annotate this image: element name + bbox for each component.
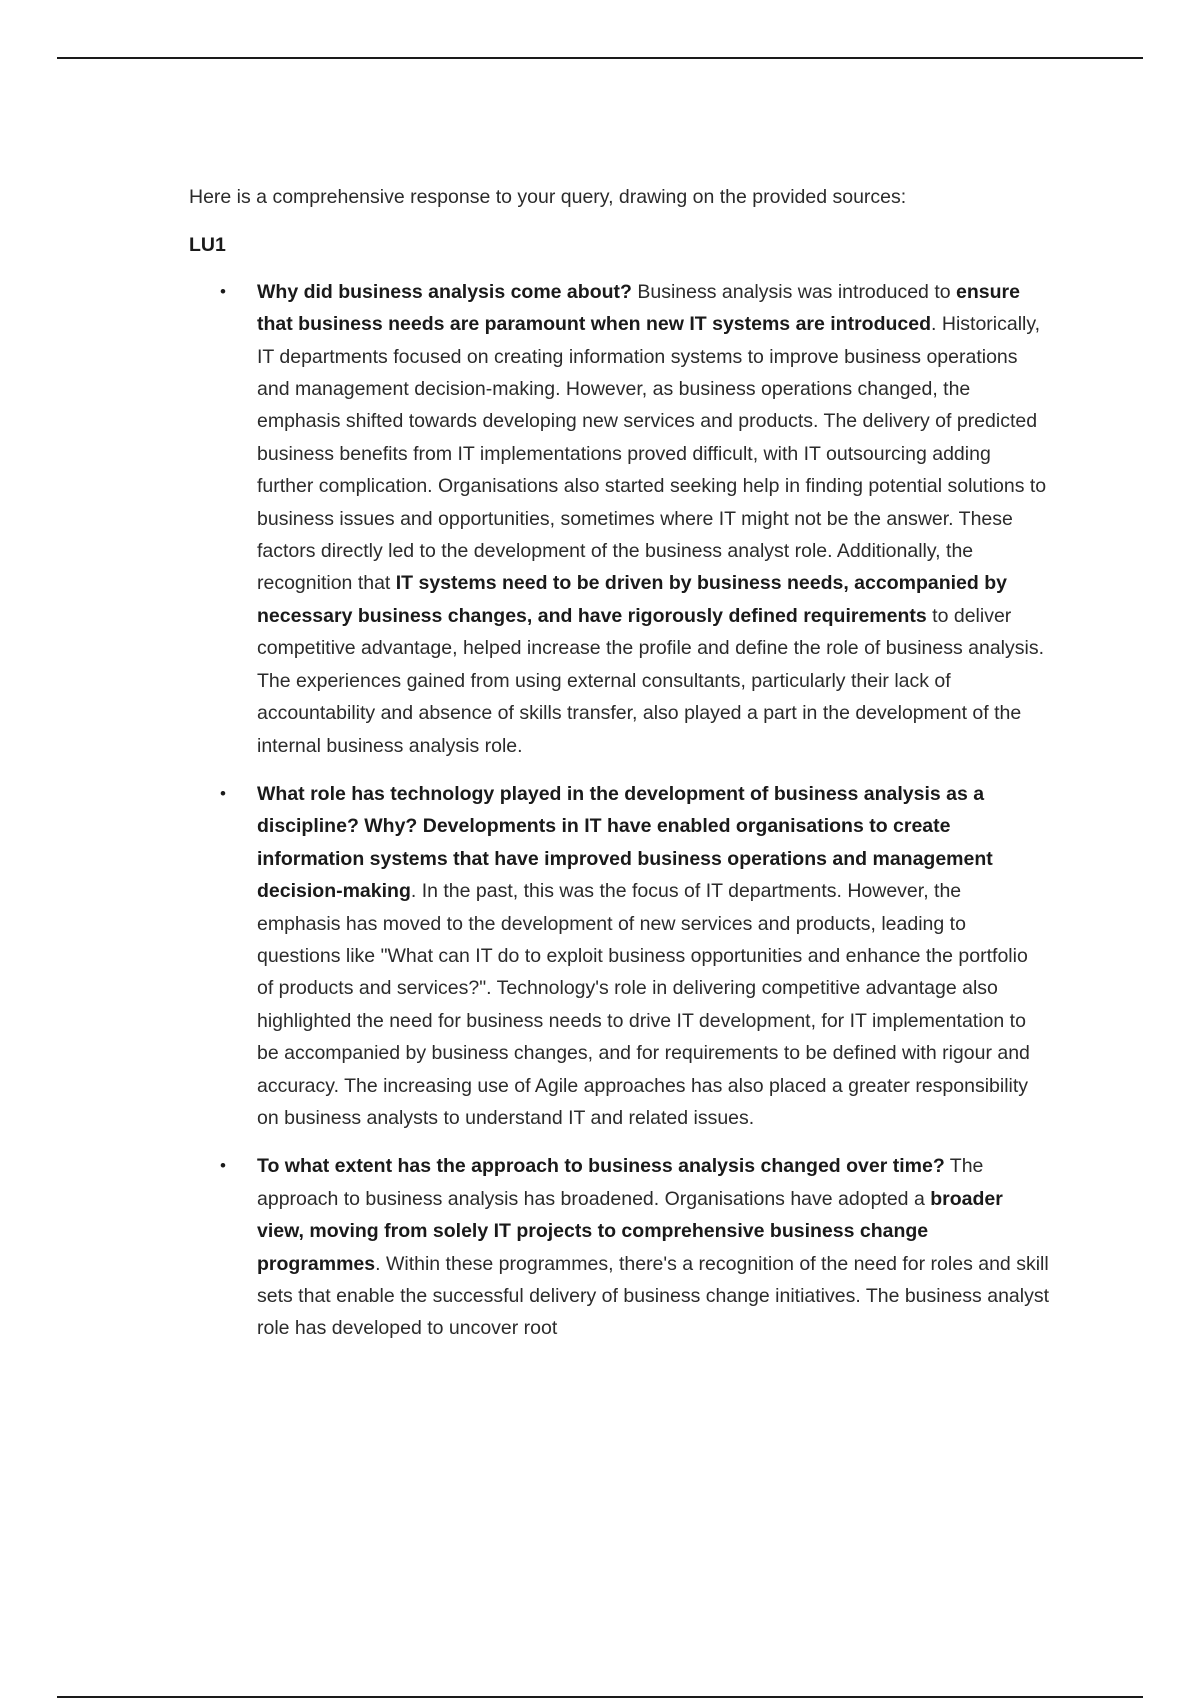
body-text: . Within these programmes, there's a recognition of the need for roles and skill sets that enable the successful delivery of business change initiatives. The business analyst role has developed to uncover root	[257, 1252, 1050, 1340]
top-divider	[57, 57, 1143, 59]
section-heading: LU1	[189, 234, 226, 257]
body-text: to deliver competitive advantage, helped increase the profile and define the role of business analysis. The experiences gained from using external consultants, particularly their lack of accountability and absence of skills transfer, also played a part in the development of the internal business analysis role.	[257, 604, 1044, 757]
bullet-icon: •	[220, 783, 226, 803]
body-text: . Historically, IT departments focused on creating information systems to improve business operations and management decision-making. However, as business operations changed, the emphasis shifted towards developing new services and products. The delivery of predicted business benefits from IT implementations proved difficult, with IT outsourcing adding further complication. Organisations also started seeking help in finding potential solutions to business issues and opportunities, sometimes where IT might not be the answer. These factors directly led to the development of the business analyst role. Additionally, the recognition that	[257, 313, 1047, 595]
list-item	[189, 1150, 1049, 1344]
body-text: The approach to business analysis has broadened. Organisations have adopted a	[257, 1155, 984, 1210]
body-text: . In the past, this was the focus of IT departments. However, the emphasis has moved to the development of new services and products, leading to questions like "What can IT do to exploit business opportunities and enhance the portfolio of products and services?". Technology's role in delivering competitive advantage also highlighted the need for business needs to drive IT development, for IT implementation to be accompanied by business changes, and for requirements to be defined with rigour and accuracy. The increasing use of Agile approaches has also placed a greater responsibility on business analysts to understand IT and related issues.	[257, 880, 1030, 1129]
list-item	[189, 778, 1049, 1134]
bullet-icon: •	[220, 1156, 226, 1176]
question-text: What role has technology played in the development of business analysis as a discipline? Why? Developments in IT have enabled organisations to create information systems that have improved business operations and management decision-making	[257, 782, 993, 903]
question-text: Why did business analysis come about?	[257, 280, 632, 303]
document-body	[189, 181, 1049, 1361]
bottom-divider	[57, 1696, 1143, 1698]
emphasis-text: broader view, moving from solely IT projects to comprehensive business change programmes	[257, 1187, 1003, 1275]
emphasis-text: IT systems need to be driven by business needs, accompanied by necessary business changes, and have rigorously defined requirements	[257, 572, 1007, 627]
bullet-list	[189, 276, 1049, 1345]
bullet-icon: •	[220, 281, 226, 301]
intro-paragraph: Here is a comprehensive response to your query, drawing on the provided sources:	[189, 186, 907, 208]
list-item	[189, 276, 1049, 762]
emphasis-text: ensure that business needs are paramount when new IT systems are introduced	[257, 280, 1020, 336]
question-text: To what extent has the approach to business analysis changed over time?	[257, 1155, 945, 1178]
body-text: Business analysis was introduced to	[631, 280, 957, 303]
